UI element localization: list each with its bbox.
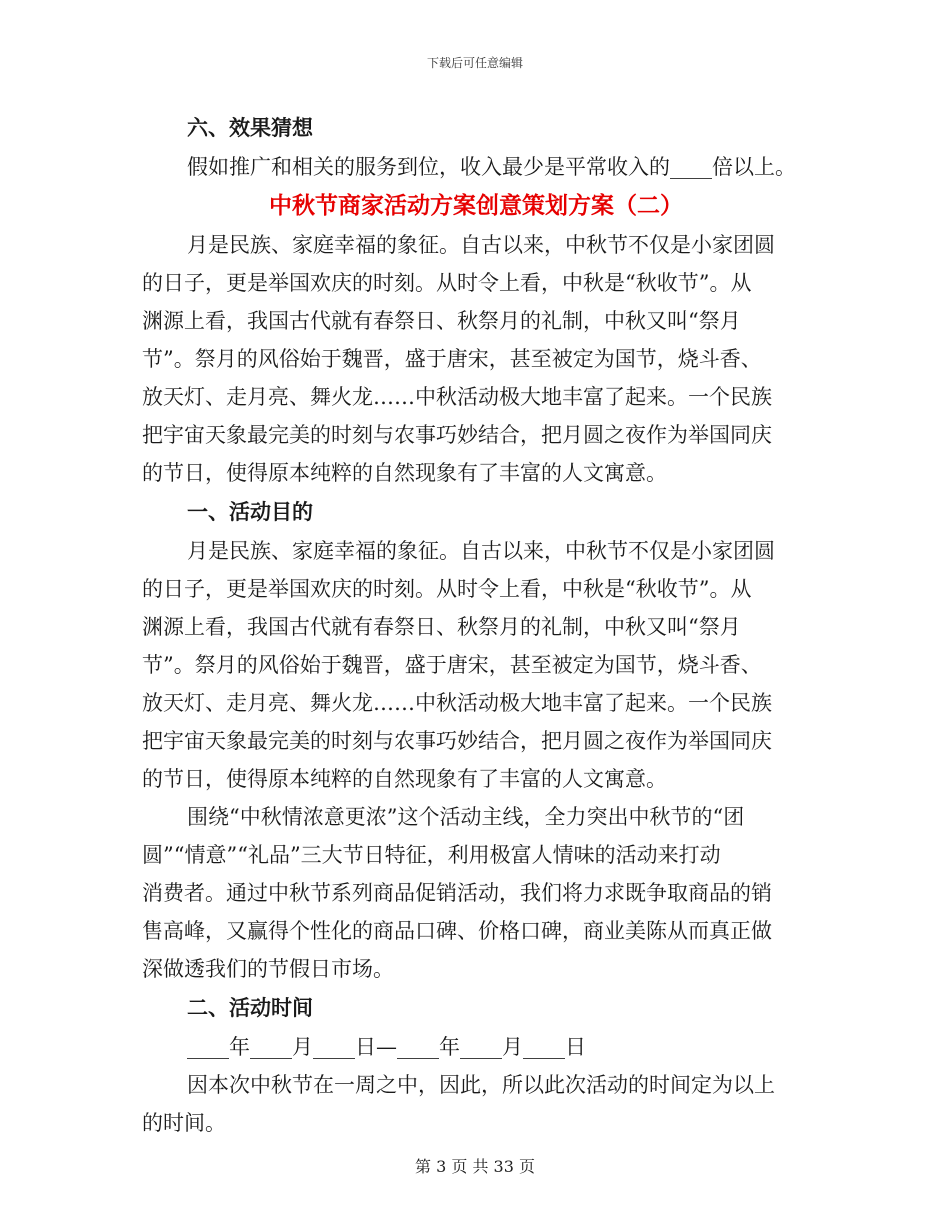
paragraph-line: 的节日，使得原本纯粹的自然现象有了丰富的人文寓意。 bbox=[142, 461, 667, 485]
paragraph-line: 放天灯、走月亮、舞火龙……中秋活动极大地丰富了起来。一个民族 bbox=[142, 691, 772, 715]
document-body bbox=[142, 108, 810, 1142]
paragraph-line: 的日子，更是举国欢庆的时刻。从时令上看，中秋是“秋收节”。从 bbox=[142, 577, 752, 601]
paragraph-line: 月是民族、家庭幸福的象征。自古以来，中秋节不仅是小家团圆 bbox=[187, 539, 775, 563]
paragraph-line: 渊源上看，我国古代就有春祭日、秋祭月的礼制，中秋又叫“祭月 bbox=[142, 309, 741, 333]
section-heading-time: 二、活动时间 bbox=[187, 995, 313, 1020]
paragraph-line: 的节日，使得原本纯粹的自然现象有了丰富的人文寓意。 bbox=[142, 767, 667, 791]
date-range-line: ____年____月____日—____年____月____日 bbox=[187, 1035, 586, 1059]
paragraph-line: 把宇宙天象最完美的时刻与农事巧妙结合，把月圆之夜作为举国同庆 bbox=[142, 423, 772, 447]
paragraph-line: 围绕“中秋情浓意更浓”这个活动主线，全力突出中秋节的“团 bbox=[187, 805, 745, 829]
paragraph-line: 圆”“情意”“礼品”三大节日特征，利用极富人情味的活动来打动 bbox=[142, 843, 721, 867]
page-number-footer: 第 3 页 共 33 页 bbox=[415, 1157, 535, 1176]
paragraph-line: 节”。祭月的风俗始于魏晋，盛于唐宋，甚至被定为国节，烧斗香、 bbox=[142, 347, 762, 371]
intro-paragraph bbox=[142, 226, 810, 492]
paragraph-line: 因本次中秋节在一周之中，因此，所以此次活动的时间定为以上 bbox=[187, 1073, 775, 1097]
paragraph-line: 深做透我们的节假日市场。 bbox=[142, 957, 394, 981]
paragraph-line: 渊源上看，我国古代就有春祭日、秋祭月的礼制，中秋又叫“祭月 bbox=[142, 615, 741, 639]
section-heading-purpose: 一、活动目的 bbox=[187, 499, 313, 524]
paragraph-line: 节”。祭月的风俗始于魏晋，盛于唐宋，甚至被定为国节，烧斗香、 bbox=[142, 653, 762, 677]
paragraph-line: 的时间。 bbox=[142, 1111, 226, 1135]
paragraph-line: 消费者。通过中秋节系列商品促销活动，我们将力求既争取商品的销 bbox=[142, 881, 772, 905]
paragraph-line: 把宇宙天象最完美的时刻与农事巧妙结合，把月圆之夜作为举国同庆 bbox=[142, 729, 772, 753]
paragraph-line: 售高峰，又赢得个性化的商品口碑、价格口碑，商业美陈从而真正做 bbox=[142, 919, 772, 943]
paragraph-line: 的日子，更是举国欢庆的时刻。从时令上看，中秋是“秋收节”。从 bbox=[142, 271, 752, 295]
time-paragraph bbox=[142, 1066, 810, 1142]
paragraph-line: 月是民族、家庭幸福的象征。自古以来，中秋节不仅是小家团圆 bbox=[187, 233, 775, 257]
section-heading-effect: 六、效果猜想 bbox=[187, 115, 313, 140]
purpose-paragraph-2 bbox=[142, 798, 810, 988]
purpose-paragraph-1 bbox=[142, 532, 810, 798]
paragraph-line: 假如推广和相关的服务到位，收入最少是平常收入的____倍以上。 bbox=[187, 155, 796, 179]
document-title: 中秋节商家活动方案创意策划方案（二） bbox=[269, 192, 683, 219]
paragraph-line: 放天灯、走月亮、舞火龙……中秋活动极大地丰富了起来。一个民族 bbox=[142, 385, 772, 409]
page-header-note: 下载后可任意编辑 bbox=[426, 56, 523, 70]
